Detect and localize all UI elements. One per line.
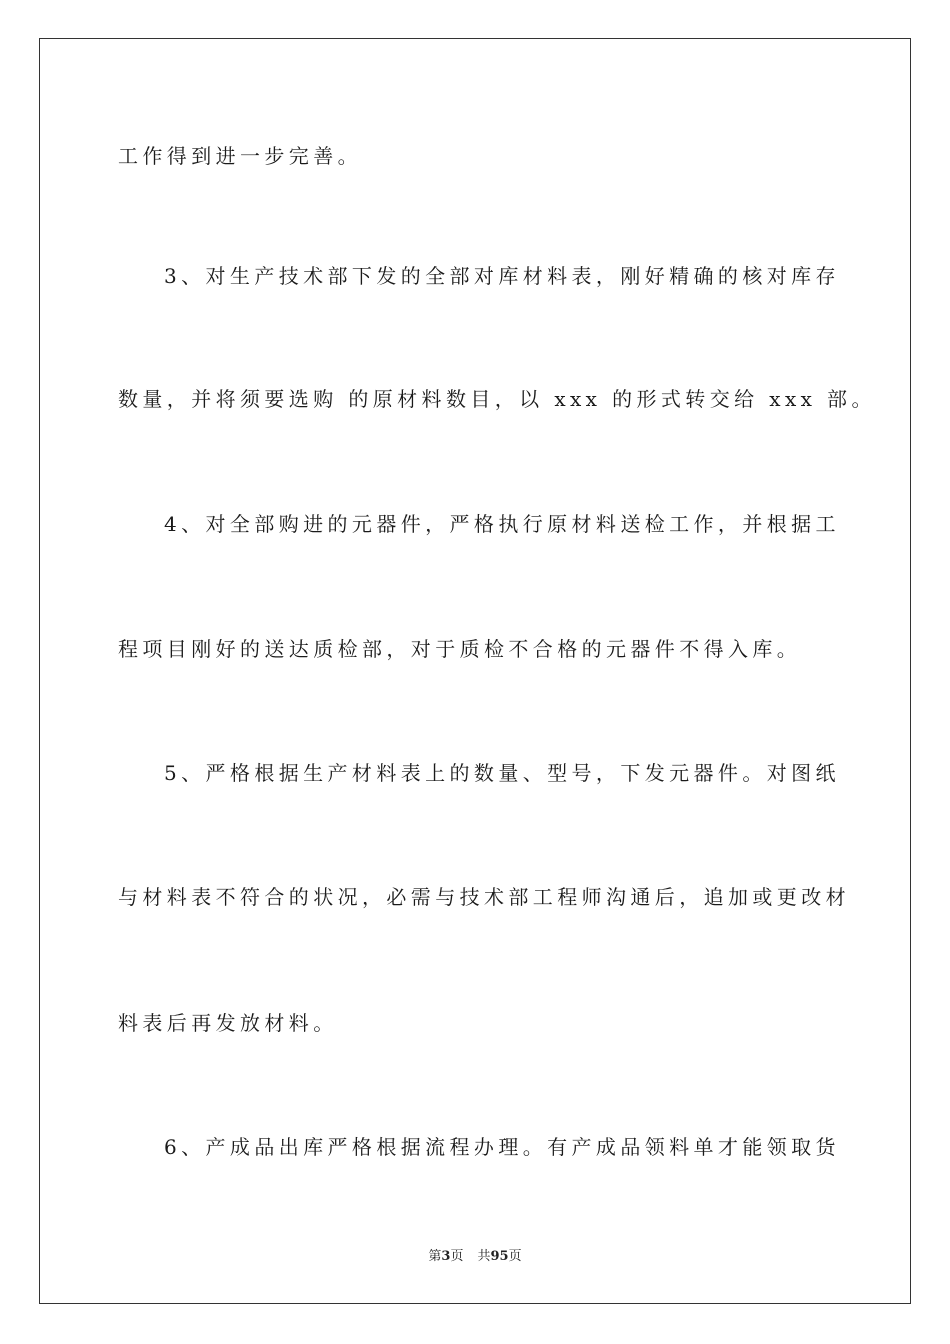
footer-page-prefix: 第 — [428, 1249, 442, 1264]
body-text-line: 料表后再发放材料。 — [118, 1011, 338, 1035]
body-text-line: 数量，并将须要选购 的原材料数目，以 xxx 的形式转交给 xxx 部。 — [118, 387, 876, 411]
page-border — [39, 38, 911, 1304]
footer-page-suffix: 页 — [450, 1249, 464, 1264]
page-footer — [0, 1249, 950, 1265]
footer-total-suffix: 页 — [508, 1249, 522, 1264]
body-text-line: 程项目刚好的送达质检部，对于质检不合格的元器件不得入库。 — [118, 637, 802, 661]
footer-total-prefix: 共 — [477, 1249, 491, 1264]
body-text-line: 工作得到进一步完善。 — [118, 144, 362, 168]
body-text-line: 4、对全部购进的元器件，严格执行原材料送检工作，并根据工 — [164, 512, 840, 536]
footer-page-number: 3 — [441, 1249, 451, 1264]
body-text-line: 6、产成品出库严格根据流程办理。有产成品领料单才能领取货 — [164, 1135, 840, 1159]
footer-total-pages: 95 — [490, 1249, 509, 1264]
body-text-line: 与材料表不符合的状况，必需与技术部工程师沟通后，追加或更改材 — [118, 885, 850, 909]
body-text-line: 5、严格根据生产材料表上的数量、型号，下发元器件。对图纸 — [164, 761, 840, 785]
body-text-line: 3、对生产技术部下发的全部对库材料表，刚好精确的核对库存 — [164, 264, 840, 288]
